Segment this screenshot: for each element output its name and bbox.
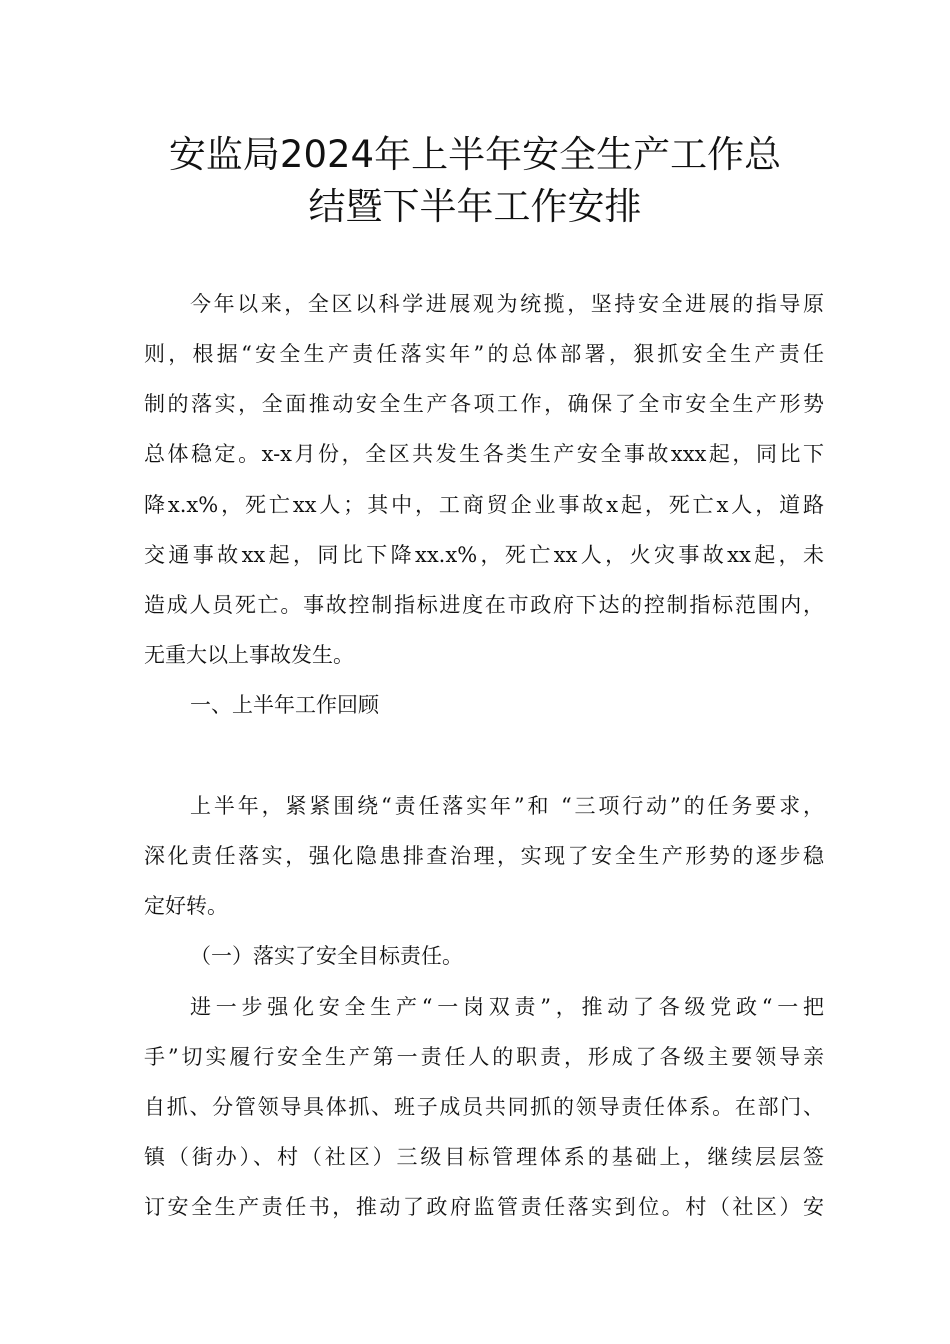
paragraph-line: 深化责任落实，强化隐患排查治理，实现了安全生产形势的逐步稳 [144,844,824,868]
paragraph-line: 手”切实履行安全生产第一责任人的职责，形成了各级主要领导亲 [144,1045,824,1069]
paragraph-line: 则，根据“安全生产责任落实年”的总体部署，狠抓安全生产责任 [144,342,824,366]
paragraph-line: 降x.x%，死亡xx人；其中，工商贸企业事故x起，死亡x人，道路 [144,493,824,517]
document-title-line-2: 结暨下半年工作安排 [308,185,642,228]
paragraph-line: 订安全生产责任书，推动了政府监管责任落实到位。村（社区）安 [144,1195,824,1219]
section-heading: 一、上半年工作回顾 [190,693,379,717]
paragraph-line: 今年以来，全区以科学进展观为统揽，坚持安全进展的指导原 [190,292,824,316]
paragraph-line: 交通事故xx起，同比下降xx.x%，死亡xx人，火灾事故xx起，未 [144,543,824,567]
paragraph-line: 总体稳定。x-x月份，全区共发生各类生产安全事故xxx起，同比下 [144,442,824,466]
paragraph-line: 定好转。 [144,894,228,918]
paragraph-line: 制的落实，全面推动安全生产各项工作，确保了全市安全生产形势 [144,392,824,416]
paragraph-line: 镇（街办）、村（社区）三级目标管理体系的基础上，继续层层签 [144,1145,824,1169]
paragraph-line: 自抓、分管领导具体抓、班子成员共同抓的领导责任体系。在部门、 [144,1095,824,1119]
paragraph-line: 造成人员死亡。事故控制指标进度在市政府下达的控制指标范围内， [144,593,824,617]
paragraph-line: 上半年，紧紧围绕“责任落实年”和 “三项行动”的任务要求， [190,794,824,818]
subsection-heading: （一）落实了安全目标责任。 [190,944,463,968]
paragraph-line: 进一步强化安全生产“一岗双责”，推动了各级党政“一把 [190,995,824,1019]
paragraph-line: 无重大以上事故发生。 [144,643,354,667]
document-title-line-1: 安监局2024年上半年安全生产工作总 [168,133,782,176]
